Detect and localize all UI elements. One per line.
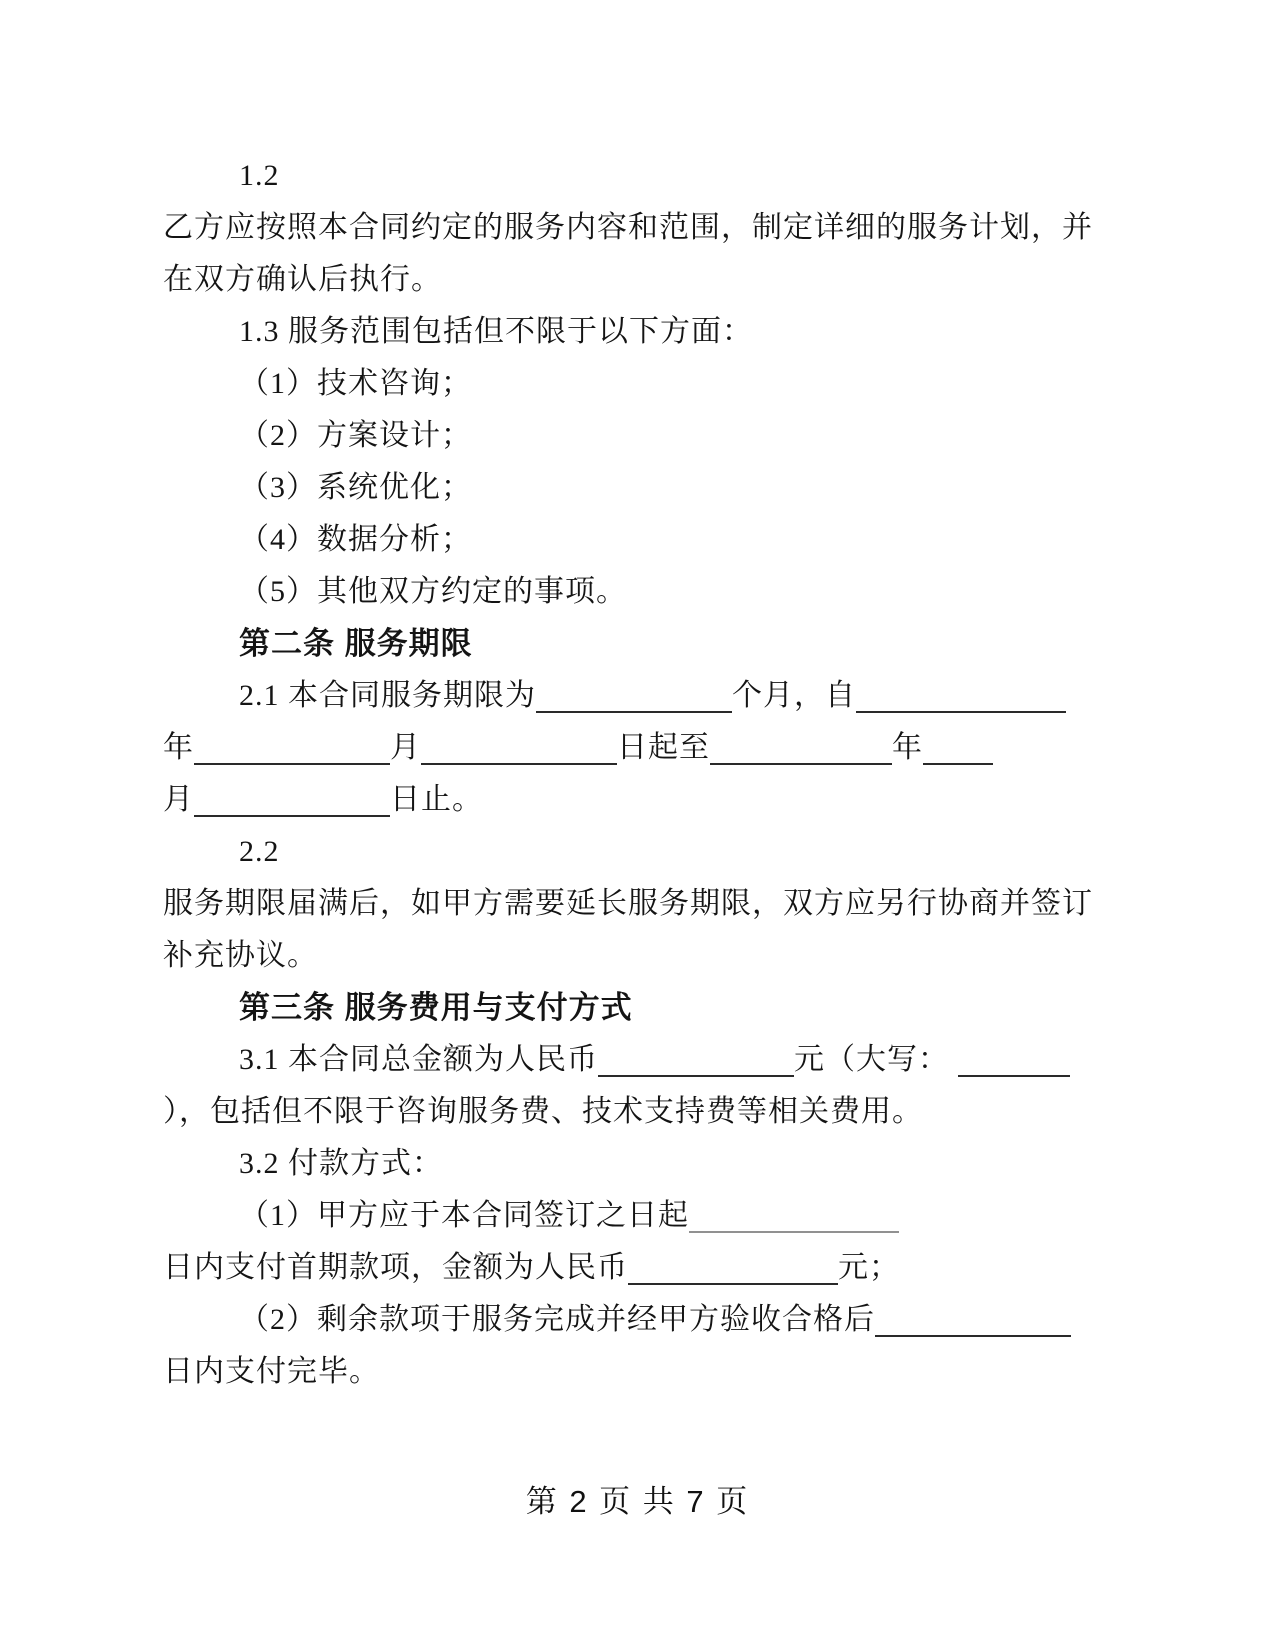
section-heading xyxy=(163,982,1088,1034)
document-line xyxy=(163,462,1088,514)
blank-field xyxy=(421,753,617,765)
text-run: 月 xyxy=(390,731,421,764)
section-heading xyxy=(163,618,1088,670)
document-line xyxy=(163,202,1093,254)
blank-field xyxy=(598,1065,794,1077)
document-line xyxy=(163,1190,1088,1242)
blank-field xyxy=(194,805,390,817)
document-line xyxy=(163,358,1088,410)
document-line xyxy=(163,930,1088,982)
text-run: 第二条 服务期限 xyxy=(239,626,473,661)
document-line xyxy=(163,774,1088,826)
text-run: （5）其他双方约定的事项。 xyxy=(239,575,627,608)
document-line xyxy=(163,722,1088,774)
text-run: 元； xyxy=(838,1251,900,1284)
text-run: （4）数据分析； xyxy=(239,523,472,556)
document-line xyxy=(163,254,1088,306)
document-line xyxy=(163,1086,1088,1138)
text-run: 日内支付首期款项，金额为人民币 xyxy=(163,1251,628,1284)
text-run: 日止。 xyxy=(390,783,483,816)
blank-field xyxy=(856,701,1066,713)
blank-field xyxy=(710,753,892,765)
page-footer: 第 2 页 共 7 页 xyxy=(525,1484,750,1519)
document-body xyxy=(163,150,1093,1398)
text-run: 2.2 xyxy=(239,835,280,868)
text-run: （1）甲方应于本合同签订之日起 xyxy=(239,1199,689,1232)
document-line xyxy=(163,878,1093,930)
text-run: 月 xyxy=(163,783,194,816)
document-line xyxy=(163,514,1088,566)
document-line xyxy=(163,1138,1088,1190)
blank-field xyxy=(628,1273,838,1285)
blank-field xyxy=(875,1325,1071,1337)
document-line xyxy=(163,1294,1088,1346)
document-line xyxy=(163,826,1088,878)
text-run: 补充协议。 xyxy=(163,939,318,972)
text-run: 年 xyxy=(163,731,194,764)
document-line xyxy=(163,1242,1088,1294)
document-line xyxy=(163,1034,1088,1086)
blank-field xyxy=(194,753,390,765)
text-run: 1.2 xyxy=(239,159,280,192)
blank-field xyxy=(958,1065,1070,1077)
text-run: 个月，自 xyxy=(732,679,856,712)
text-run: 3.1 本合同总金额为人民币 xyxy=(239,1043,598,1076)
document-line xyxy=(163,566,1088,618)
blank-field xyxy=(923,753,993,765)
document-line xyxy=(163,150,1088,202)
text-run: 2.1 本合同服务期限为 xyxy=(239,679,536,712)
text-run: （2）方案设计； xyxy=(239,419,472,452)
text-run: 服务期限届满后，如甲方需要延长服务期限，双方应另行协商并签订 xyxy=(163,887,1093,920)
document-line xyxy=(163,410,1088,462)
document-line xyxy=(163,670,1088,722)
text-run: 1.3 服务范围包括但不限于以下方面： xyxy=(239,315,753,348)
document-line xyxy=(163,1346,1088,1398)
text-run: 日内支付完毕。 xyxy=(163,1355,380,1388)
text-run: 乙方应按照本合同约定的服务内容和范围，制定详细的服务计划，并 xyxy=(163,211,1093,244)
text-run: 在双方确认后执行。 xyxy=(163,263,442,296)
blank-field xyxy=(536,701,732,713)
document-line xyxy=(163,306,1088,358)
text-run: 第三条 服务费用与支付方式 xyxy=(239,990,633,1025)
text-run: （1）技术咨询； xyxy=(239,367,472,400)
text-run: ），包括但不限于咨询服务费、技术支持费等相关费用。 xyxy=(163,1095,923,1128)
text-run: 年 xyxy=(892,731,923,764)
text-run: （3）系统优化； xyxy=(239,471,472,504)
text-run: 日起至 xyxy=(617,731,710,764)
text-run: 3.2 付款方式： xyxy=(239,1147,443,1180)
blank-field xyxy=(689,1221,899,1233)
text-run: 元（大写： xyxy=(794,1043,958,1076)
text-run: （2）剩余款项于服务完成并经甲方验收合格后 xyxy=(239,1303,875,1336)
